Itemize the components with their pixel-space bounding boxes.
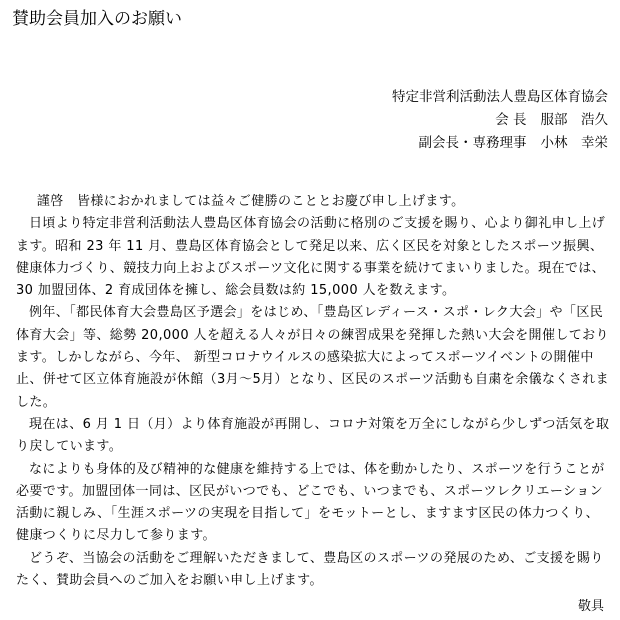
sender-organization: 特定非営利活動法人豊島区体育協会 <box>392 89 608 105</box>
vice-role: 副会長・専務理事 <box>418 135 527 151</box>
closing-remark: 敬具 <box>577 599 604 614</box>
body-paragraph: どうぞ、当協会の活動をご理解いただきまして、豊島区のスポーツの発展のため、ご支援を賜りたく、賛助会員へのご加入をお願い申し上げます。 <box>16 550 604 589</box>
letter-body <box>16 191 610 592</box>
body-paragraph: 例年、「都民体育大会豊島区予選会」をはじめ、「豊島区レディース・スポ・レク大会」や「区民体育大会」等、総勢 20,000 人を超える人々が日々の練習成果を発揮した熱い大会を開催しております。しかしながら、今年、 新型コロナウイルスの感染拡大によってスポーツイベントの開催中止、併せて区立体育施設が休館（3月～5月）となり、区民のスポーツ活動も自粛を余儀なくされました。 <box>16 305 610 410</box>
body-paragraph-greeting: 謹啓 皆様におかれましては益々ご健勝のこととお慶び申し上げます。 <box>36 194 465 209</box>
body-paragraph: なによりも身体的及び精神的な健康を維持する上では、体を動かしたり、スポーツを行うことが必要です。加盟団体一同は、区民がいつでも、どこでも、いつまでも、スポーツレクリエーション活動に親しみ、「生涯スポーツの実現を目指して」をモットーとし、ますます区民の体力つくり、健康つくりに尽力して参ります。 <box>16 461 605 544</box>
document-title: 賛助会員加入のお願い <box>12 9 182 29</box>
body-paragraph: 日頃より特定非営利活動法人豊島区体育協会の活動に格別のご支援を賜り、心より御礼申し上げます。昭和 23 年 11 月、豊島区体育協会として発足以来、広く区民を対象としたスポーツ振興、健康体力づくり、競技力向上およびスポーツ文化に関する事業を続けてまいりました。現在では、30 加盟団体、2 育成団体を擁し、総会員数は約 15,000 人を数えます。 <box>16 216 606 299</box>
body-paragraph: 現在は、6 月 1 日（月）より体育施設が再開し、コロナ対策を万全にしながら少しずつ活気を取り戻しています。 <box>16 416 610 455</box>
president-role: 会 長 <box>495 112 527 128</box>
sender-president <box>288 109 608 132</box>
president-name: 服部 浩久 <box>540 112 608 128</box>
vice-name: 小林 幸栄 <box>540 135 608 151</box>
sender-block <box>288 86 608 155</box>
sender-vice-president <box>288 132 608 155</box>
